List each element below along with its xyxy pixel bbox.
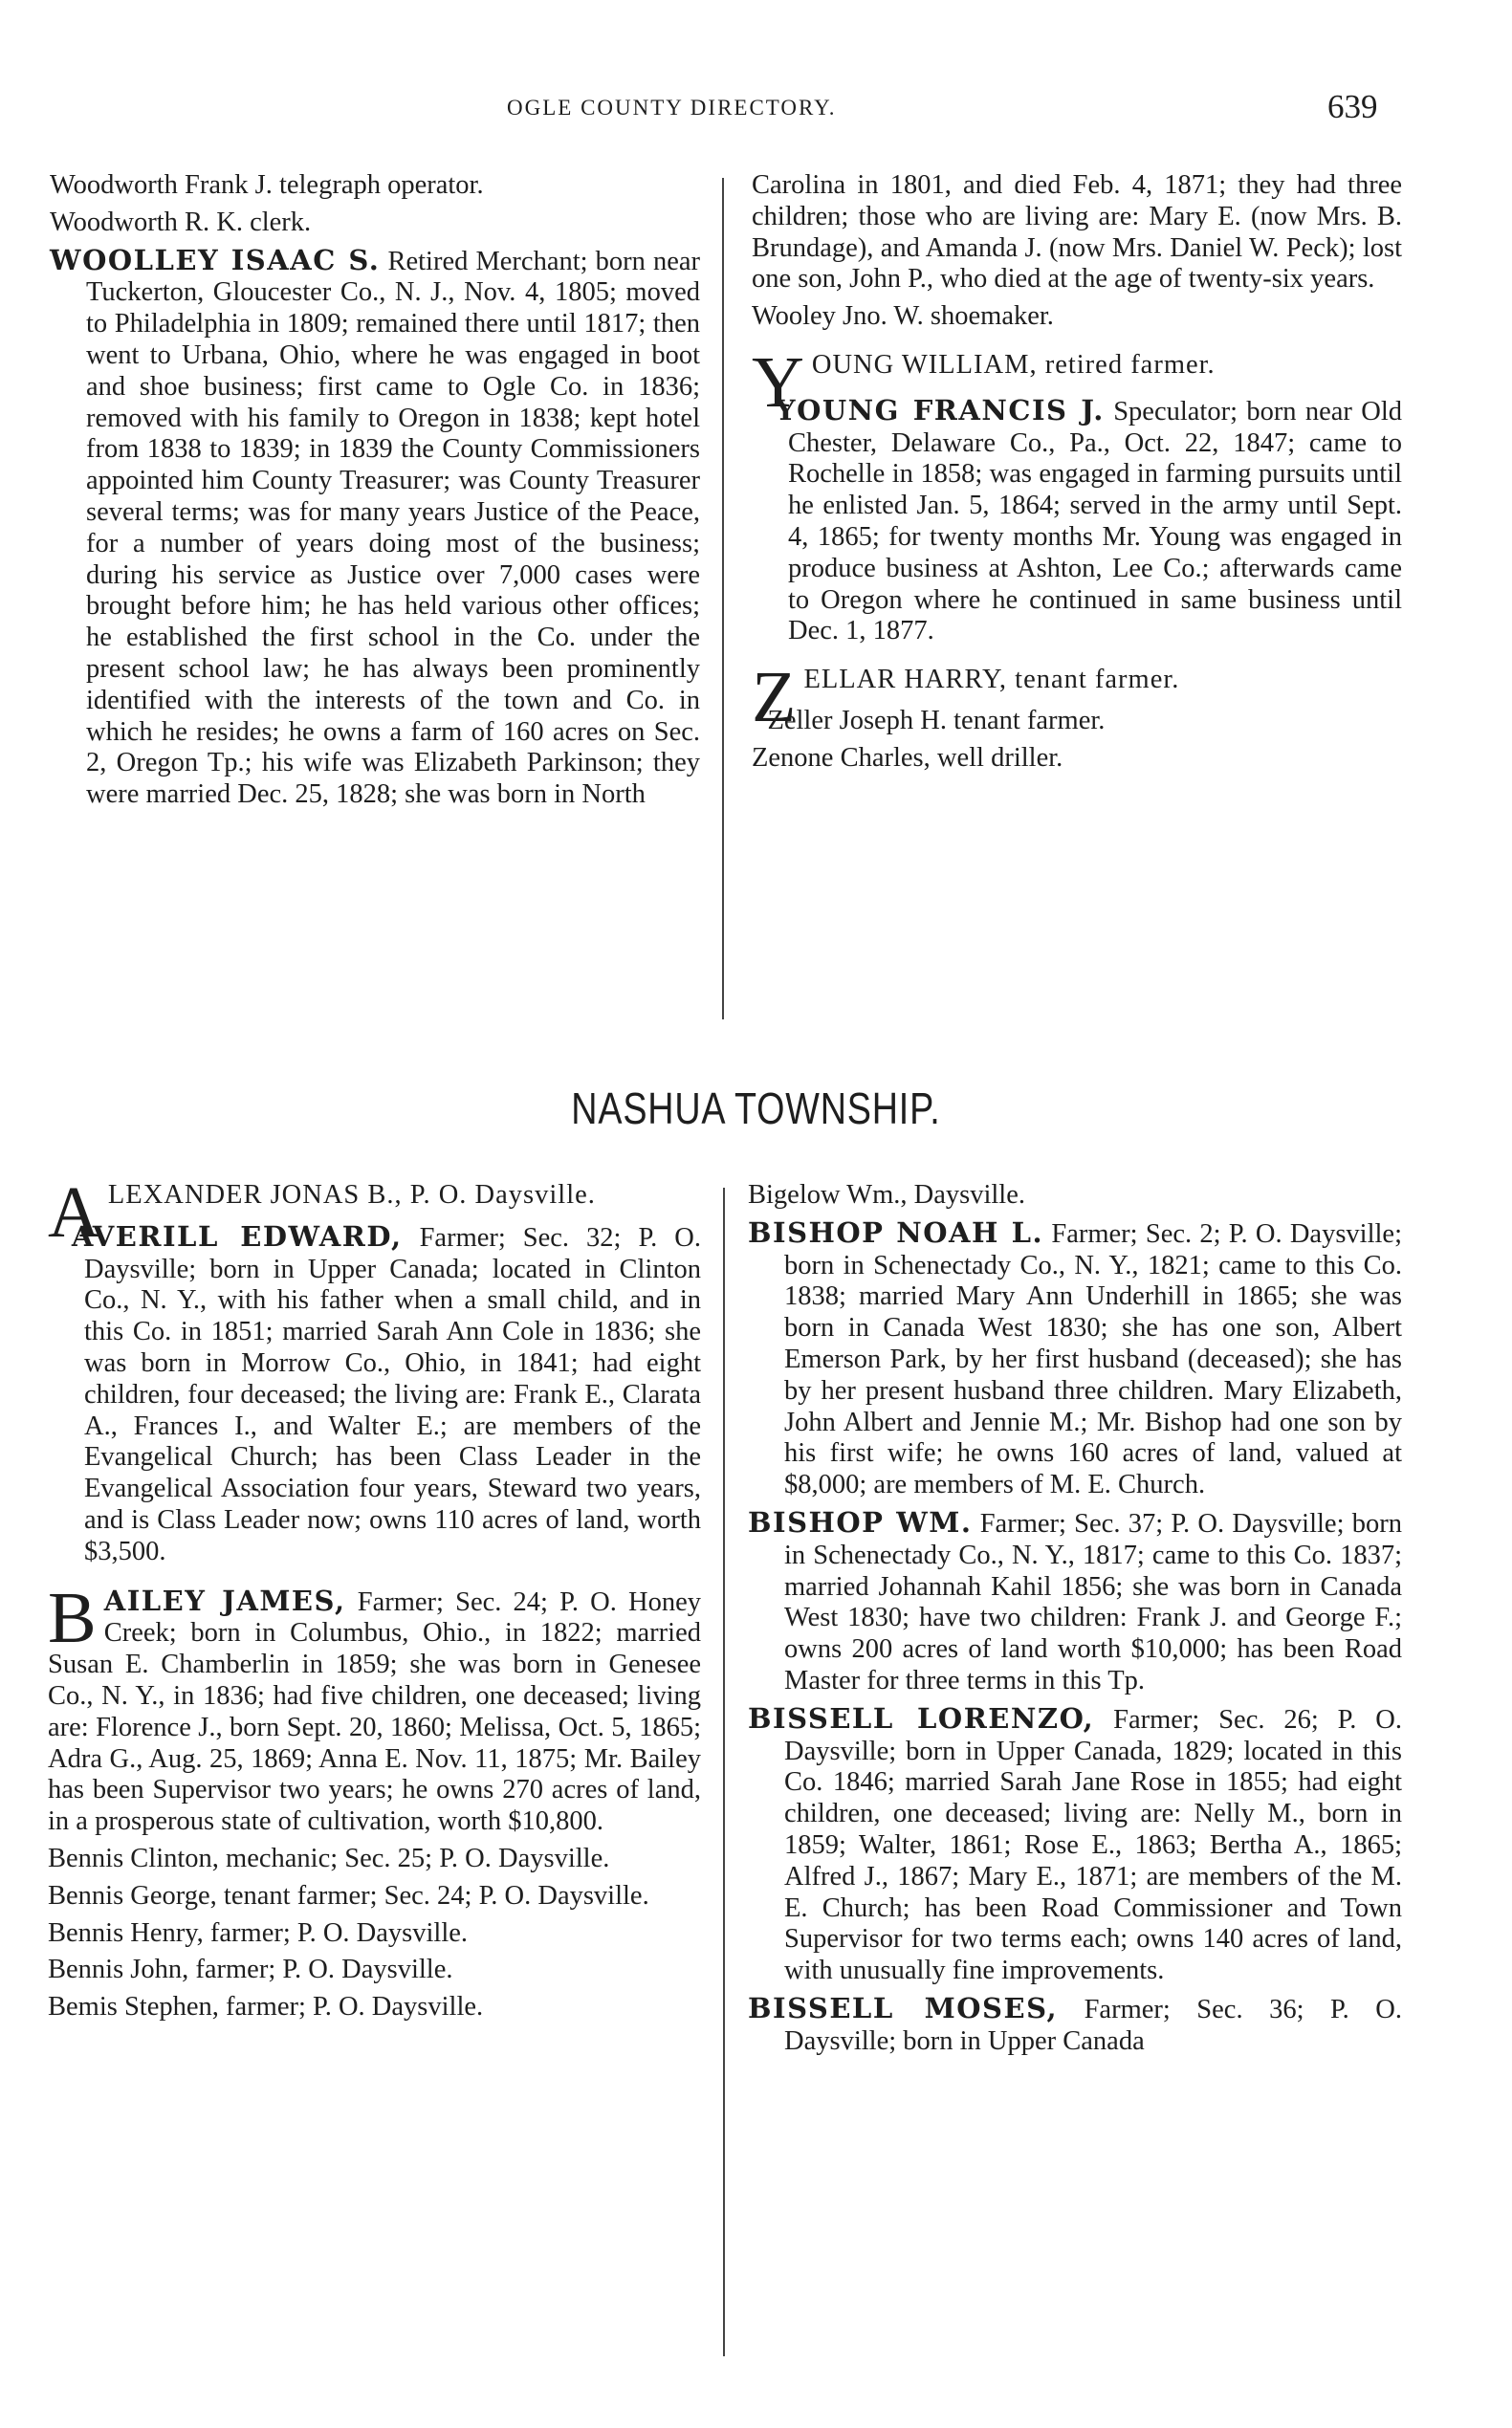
entry-name: AILEY JAMES, bbox=[103, 1584, 346, 1617]
directory-entry: Bennis Clinton, mechanic; Sec. 25; P. O. Daysville. bbox=[48, 1843, 610, 1873]
directory-entry: Bigelow Wm., Daysville. bbox=[748, 1180, 1025, 1210]
directory-entry: YOUNG WILLIAM, retired farmer. bbox=[752, 341, 1216, 423]
biography-entry bbox=[748, 1217, 1402, 1501]
entry-text: Farmer; Sec. 24; P. O. Honey Creek; born in Columbus, Ohio., in 1822; married Susan E. Chamberlin in 1859; she was born in Genesee Co., N. Y., in 1836; had five children, one deceased; living are: Florence J., born Sept. 20, 1860; Melissa, Oct. 5, 1865; Adra G., Aug. 25, 1869; Anna E. Nov. 11, 1875; Mr. Bailey has been Supervisor two years; he owns 270 acres of land, in a prosperous state of cultivation, worth $10,800. bbox=[48, 1586, 701, 1837]
drop-cap: Z bbox=[752, 657, 797, 738]
directory-entry: Zeller Joseph H. tenant farmer. bbox=[767, 705, 1106, 735]
top-right-column bbox=[752, 170, 1402, 780]
directory-entry: Bennis John, farmer; P. O. Daysville. bbox=[48, 1955, 453, 1985]
entry-name: YOUNG FRANCIS J. bbox=[775, 393, 1105, 427]
running-title: OGLE COUNTY DIRECTORY. bbox=[507, 96, 837, 120]
entry-name: BISSELL LORENZO, bbox=[748, 1701, 1095, 1735]
section-heading: NASHUA TOWNSHIP. bbox=[571, 1083, 941, 1133]
entry-text: Farmer; Sec. 36; P. O. Daysville; born in Upper Canada bbox=[784, 1994, 1402, 2056]
entry-name: AVERILL EDWARD, bbox=[71, 1219, 403, 1253]
directory-entry: ZELLAR HARRY, tenant farmer. bbox=[752, 657, 1180, 738]
entry-text: Farmer; Sec. 37; P. O. Daysville; born in Schenectady Co., N. Y., 1817; came to this Co. 1837; married Johannah Kahil 1856; she was born in Canada West 1830; have two children: Frank J. and George F.; owns 200 acres of land worth $10,000; has been Road Master for three terms in this Tp. bbox=[784, 1508, 1402, 1695]
directory-entry: Bemis Stephen, farmer; P. O. Daysville. bbox=[48, 1992, 484, 2023]
entry-text: Speculator; born near Old Chester, Delaware Co., Pa., Oct. 22, 1847; came to Rochelle in 1858; was engaged in farming pursuits until he enlisted Jan. 5, 1864; served in the army until Sept. 4, 1865; for twenty months Mr. Young was engaged in produce business at Ashton, Lee Co.; afterwards came to Oregon where he continued in same business until Dec. 1, 1877. bbox=[788, 396, 1403, 646]
directory-entry: Woodworth R. K. clerk. bbox=[50, 207, 312, 237]
entry-text: Farmer; Sec. 2; P. O. Daysville; born in Schenectady Co., N. Y., 1821; came to this Co. 1838; married Mary Ann Underhill in 1865; she was born in Canada West 1830; she has one son, Albert Emerson Park, by her first husband (deceased); she has by her present husband three children. Mary Elizabeth, John Albert and Jennie M.; Mr. Bishop had one son by his first wife; he owns 160 acres of land, valued at $8,000; are members of M. E. Church. bbox=[784, 1218, 1402, 1500]
top-left-column bbox=[50, 170, 700, 817]
drop-cap: B bbox=[48, 1577, 97, 1658]
entry-text: Retired Merchant; born near Tuckerton, Gloucester Co., N. J., Nov. 4, 1805; moved to Philadelphia in 1809; remained there until 1817; then went to Urbana, Ohio, where he was engaged in boot and shoe business; first came to Ogle Co. in 1836; removed with his family to Oregon in 1838; kept hotel from 1838 to 1839; in 1839 the County Commissioners appointed him County Treasurer; was County Treasurer several terms; was for many years Justice of the Peace, for a number of years doing most of the business; during his service as Justice over 7,000 cases were brought before him; he has held various other offices; he established the first school in the Co. under the present school law; he has always been prominently identified with the interests of the town and Co. in which he resides; he owns a farm of 160 acres on Sec. 2, Oregon Tp.; his wife was Elizabeth Parkinson; they were married Dec. 25, 1828; she was born in North bbox=[86, 246, 700, 810]
directory-entry: Woodworth Frank J. telegraph operator. bbox=[50, 170, 484, 200]
column-divider bbox=[723, 1188, 725, 2356]
biography-continuation: Carolina in 1801, and died Feb. 4, 1871; they had three children; those who are living are: Mary E. (now Mrs. B. Brundage), and Amanda J. (now Mrs. Daniel W. Peck); lost one son, John P., who died at the age of twenty-six years. bbox=[752, 170, 1402, 295]
drop-cap: Y bbox=[752, 341, 804, 423]
directory-entry: Zenone Charles, well driller. bbox=[752, 742, 1063, 773]
biography-entry bbox=[748, 1507, 1402, 1697]
entry-name: BISHOP WM. bbox=[748, 1505, 973, 1539]
drop-cap: A bbox=[48, 1172, 100, 1253]
biography-entry bbox=[752, 395, 1402, 647]
directory-entry: Wooley Jno. W. shoemaker. bbox=[752, 301, 1054, 332]
entry-name: WOOLLEY ISAAC S. bbox=[50, 243, 381, 276]
entry-text: Farmer; Sec. 32; P. O. Daysville; born in Upper Canada; located in Clinton Co., N. Y., with his father when a small child, and in this Co. in 1851; married Sarah Ann Cole in 1836; she was born in Morrow Co., Ohio, in 1841; had eight children, four deceased; the living are: Frank E., Clarata A., Frances I., and Walter E.; are members of the Evangelical Church; has been Class Leader in the Evangelical Association four years, Steward two years, and is Class Leader now; owns 110 acres of land, worth $3,500. bbox=[84, 1222, 701, 1566]
column-divider bbox=[722, 178, 724, 1019]
directory-entry: ALEXANDER JONAS B., P. O. Daysville. bbox=[48, 1172, 596, 1253]
page-number: 639 bbox=[1327, 88, 1378, 125]
biography-entry bbox=[50, 245, 700, 811]
entry-text: Farmer; Sec. 26; P. O. Daysville; born in Upper Canada, 1829; located in this Co. 1846; married Sarah Jane Rose in 1855; had eight children, one deceased; living are: Nelly M., born in 1859; Walter, 1861; Rose E., 1863; Bertha A., 1865; Alfred J., 1867; Mary E., 1871; are members of the M. E. Church; has been Road Commissioner and Town Supervisor for two terms each; owns 140 acres of land, with unusually fine improvements. bbox=[784, 1704, 1403, 1986]
entry-name: BISSELL MOSES, bbox=[748, 1991, 1059, 2024]
directory-entry: Bennis George, tenant farmer; Sec. 24; P. O. Daysville. bbox=[48, 1880, 649, 1911]
page-header bbox=[0, 88, 1512, 126]
directory-entry: Bennis Henry, farmer; P. O. Daysville. bbox=[48, 1917, 469, 1948]
biography-entry bbox=[48, 1221, 701, 1568]
entry-name: BISHOP NOAH L. bbox=[748, 1215, 1044, 1249]
biography-entry bbox=[48, 1577, 701, 1838]
bottom-right-column bbox=[748, 1180, 1402, 2064]
biography-entry bbox=[748, 1993, 1402, 2058]
bottom-left-column bbox=[48, 1172, 701, 2029]
biography-entry bbox=[748, 1703, 1402, 1987]
